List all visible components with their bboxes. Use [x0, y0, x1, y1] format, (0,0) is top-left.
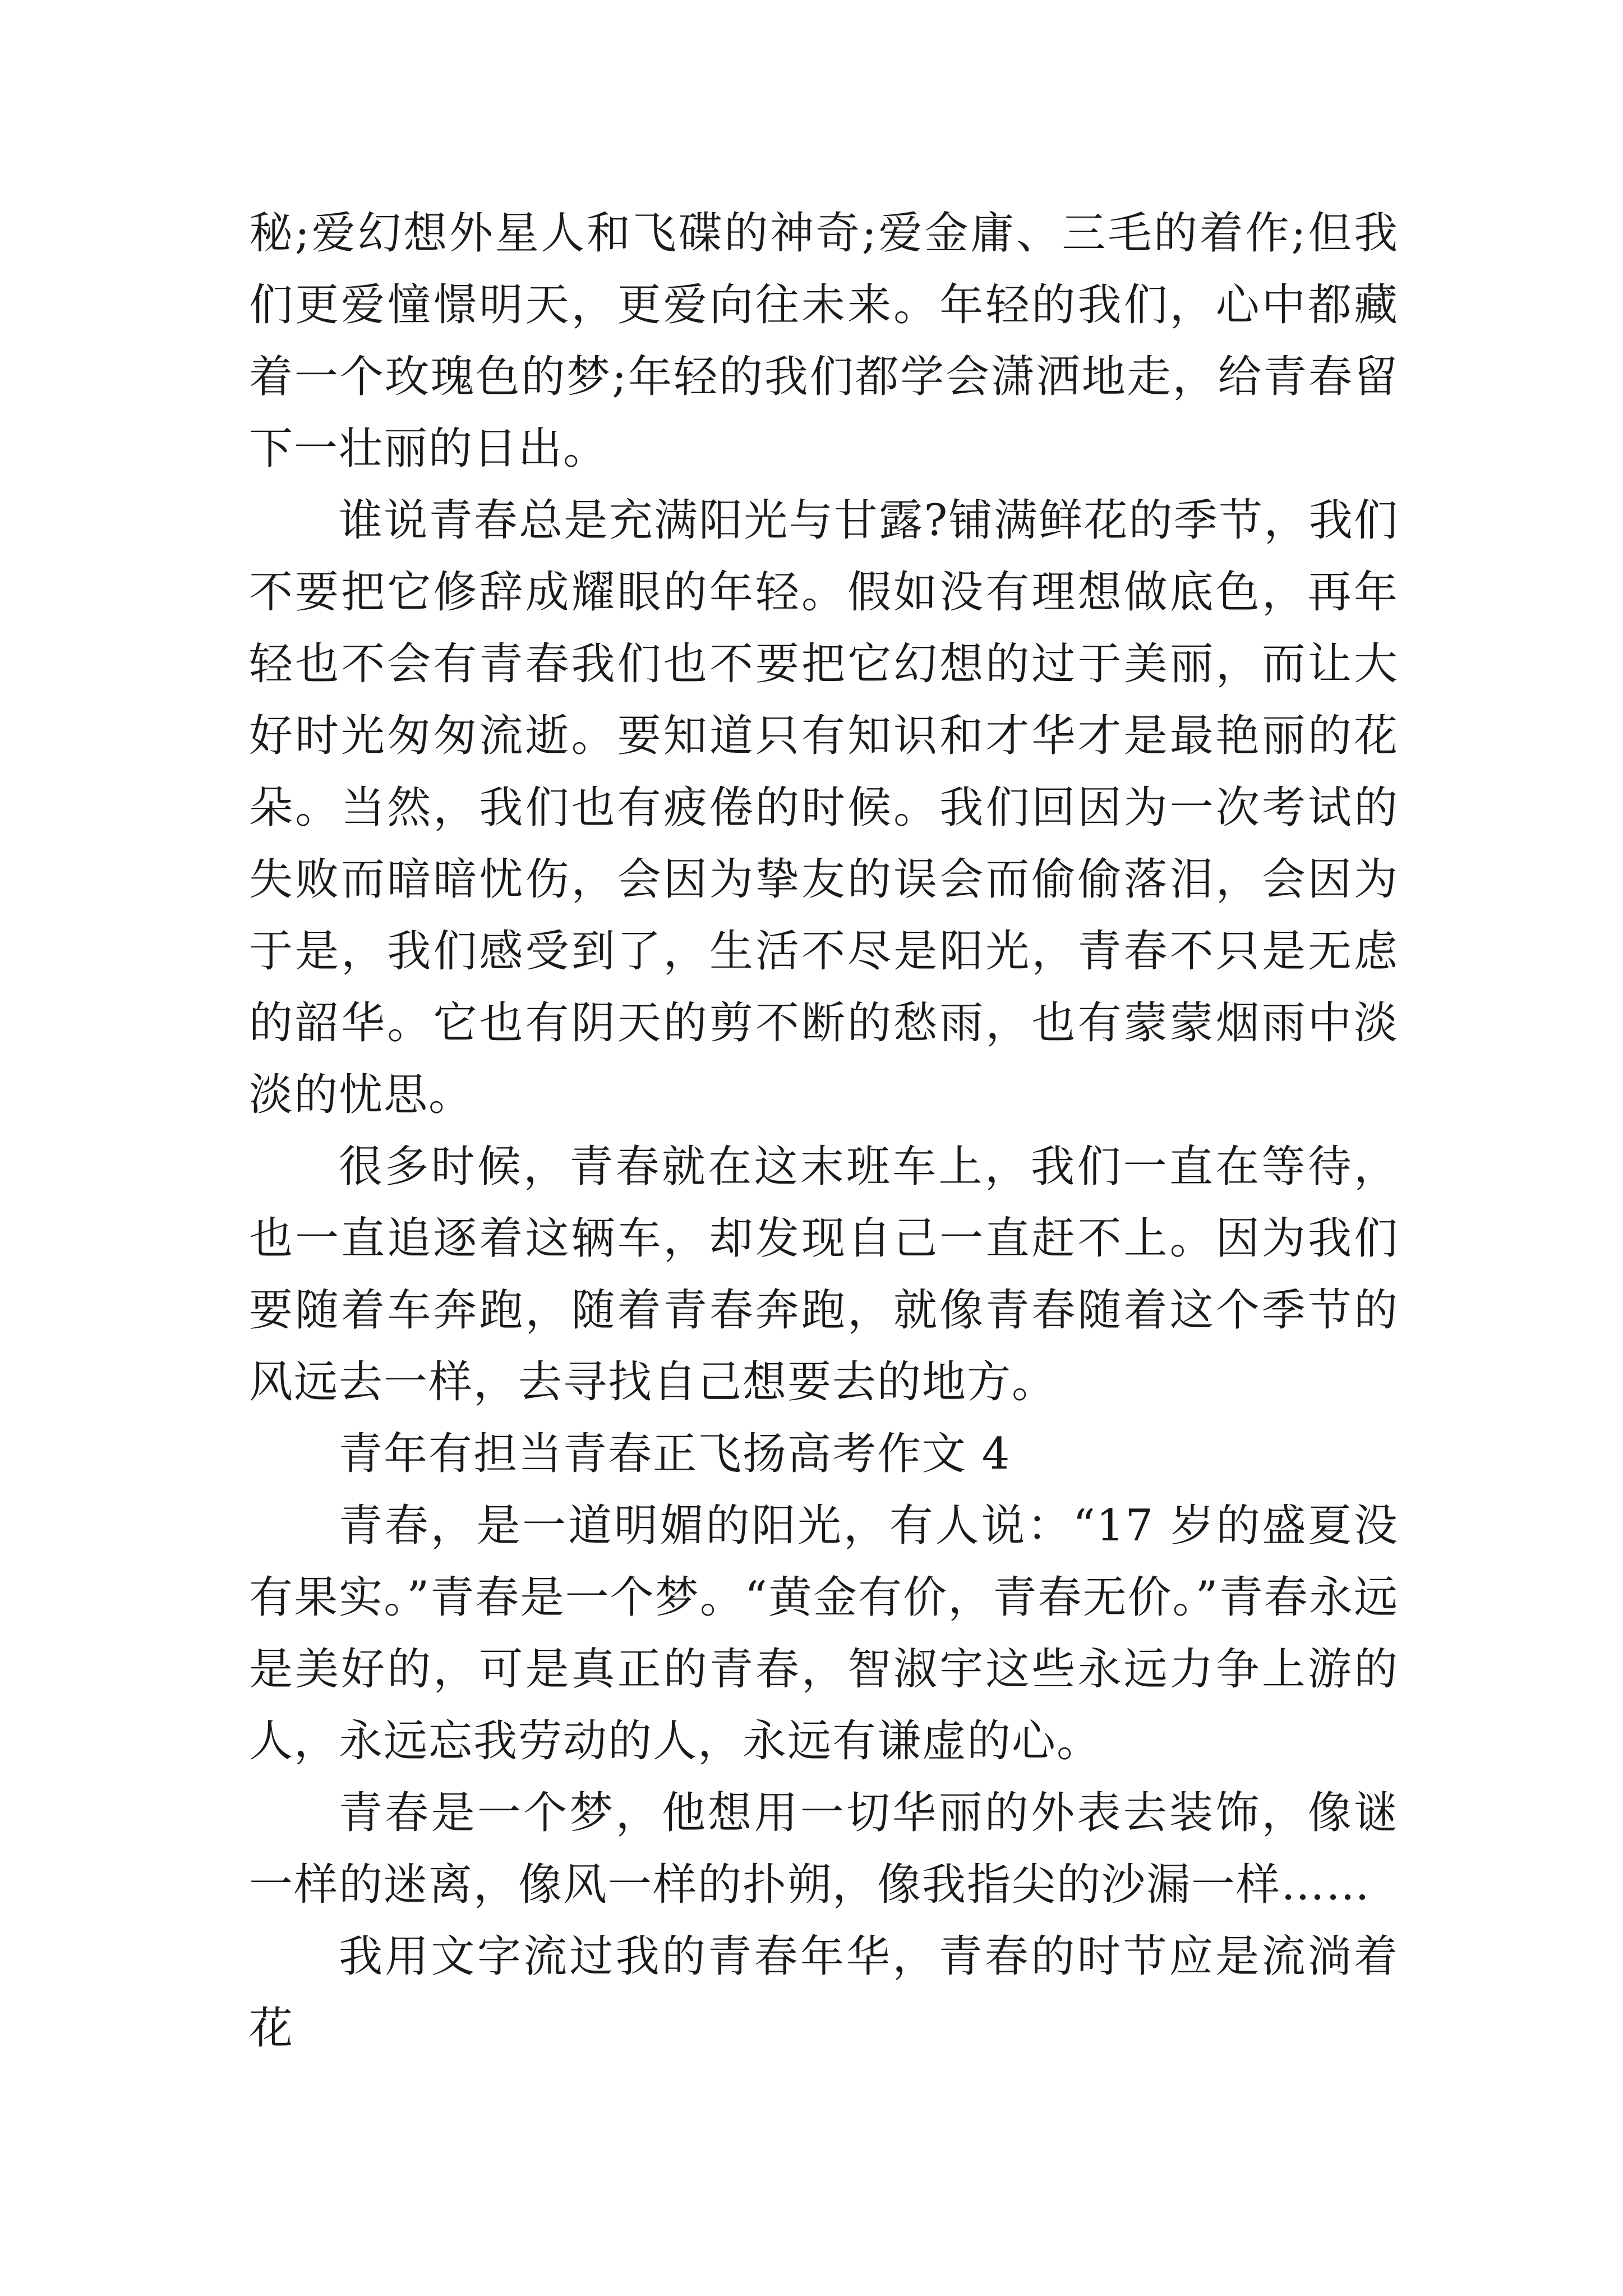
paragraph-6: 我用文字流过我的青春年华，青春的时节应是流淌着花	[249, 1931, 1399, 2054]
paragraph-3: 很多时候，青春就在这末班车上，我们一直在等待，也一直追逐着这辆车，却发现自己一直赶不上。因为我们要随着车奔跑，随着青春奔跑，就像青春随着这个季节的风远去一样，去寻找自己想要去的地方。	[249, 1142, 1399, 1407]
paragraph-4: 青春，是一道明媚的阳光，有人说：“17 岁的盛夏没有果实。”青春是一个梦。“黄金有价，青春无价。”青春永远是美好的，可是真正的青春，智淑宇这些永远力争上游的人，永远忘我劳动的人，永远有谦虚的心。	[249, 1501, 1399, 1766]
paragraph-2: 谁说青春总是充满阳光与甘露?铺满鲜花的季节，我们不要把它修辞成耀眼的年轻。假如没有理想做底色，再年轻也不会有青春我们也不要把它幻想的过于美丽，而让大好时光匆匆流逝。要知道只有知识和才华才是最艳丽的花朵。当然，我们也有疲倦的时候。我们回因为一次考试的失败而暗暗忧伤，会因为挚友的误会而偷偷落泪，会因为于是，我们感受到了，生活不尽是阳光，青春不只是无虑的韶华。它也有阴天的剪不断的愁雨，也有蒙蒙烟雨中淡淡的忧思。	[249, 495, 1399, 1120]
paragraph-1: 秘;爱幻想外星人和飞碟的神奇;爱金庸、三毛的着作;但我们更爱憧憬明天，更爱向往未来。年轻的我们，心中都藏着一个玫瑰色的梦;年轻的我们都学会潇洒地走，给青春留下一壮丽的日出。	[249, 208, 1399, 474]
paragraph-5: 青春是一个梦，他想用一切华丽的外表去装饰，像谜一样的迷离，像风一样的扑朔，像我指尖的沙漏一样……	[249, 1788, 1399, 1910]
document-body	[249, 197, 1399, 2064]
section-heading: 青年有担当青春正飞扬高考作文 4	[339, 1429, 1011, 1479]
